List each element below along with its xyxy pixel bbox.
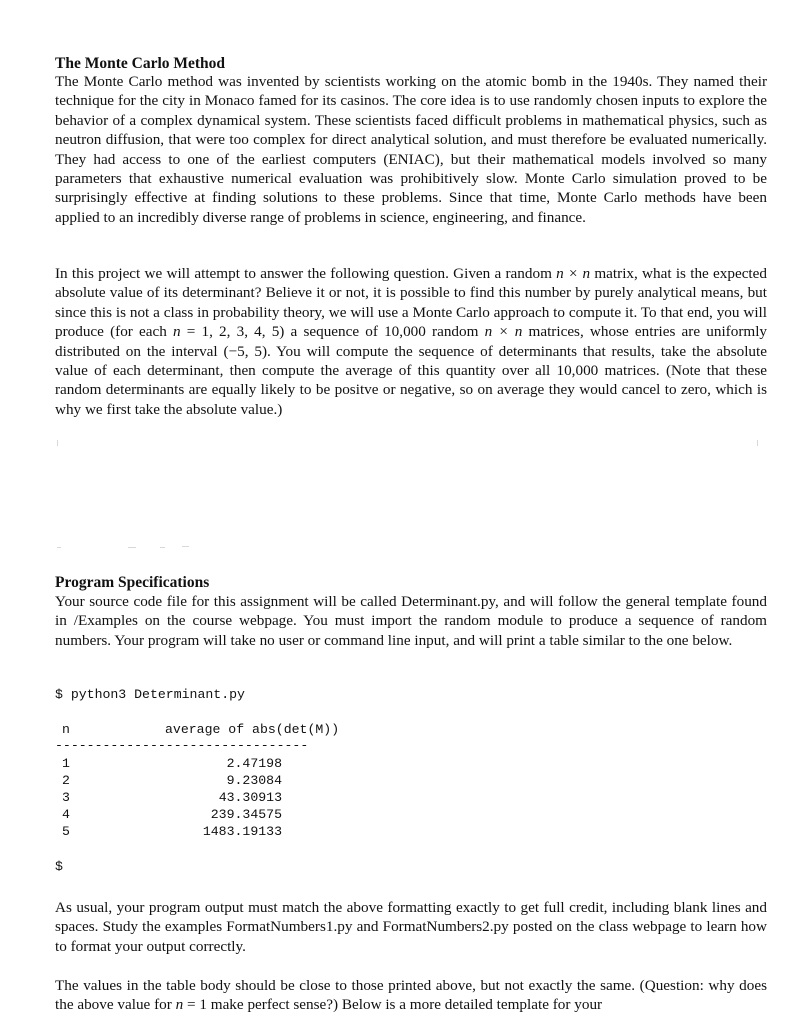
section-title-monte-carlo: The Monte Carlo Method	[55, 55, 226, 72]
scan-artifact	[160, 547, 165, 548]
cell-n: 3	[62, 790, 70, 805]
table-header-average: average of abs(det(M))	[165, 722, 340, 737]
output-table	[55, 755, 285, 840]
cell-value: 9.23084	[226, 773, 282, 788]
paragraph-program-specs: Your source code file for this assignment will be called Determinant.py, and will follow the general template found in /Examples on the course webpage. You must import the random module to produce a sequence of random numbers. Your program will take no user or command line input, and will print a table similar to the one below.	[55, 593, 767, 649]
paragraph-formatting-note: As usual, your program output must match the above formatting exactly to get full credit, including blank lines and spaces. Study the examples FormatNumbers1.py and FormatNumbers2.py posted on the class webpage to learn how to format your output correctly.	[55, 899, 767, 955]
cell-n: 2	[62, 773, 70, 788]
text-run: matrix, what is the expected absolute value of its determinant? Believe it or not, it is possible to find this number by purely analytical means, but since this is not a class in probability theory, we will use a Monte Carlo approach to compute it. To that end, you will produce (for each	[55, 265, 767, 341]
scan-artifact	[57, 440, 58, 446]
text-run: The values in the table body should be close to those printed above, but not exactly the same. (Question: why does the above value for	[55, 977, 767, 1014]
table-row	[55, 755, 285, 772]
math-n: n	[175, 996, 184, 1014]
table-row	[55, 806, 285, 823]
table-row	[55, 789, 285, 806]
section-title-program-specs: Program Specifications	[55, 574, 210, 591]
scan-artifact	[182, 546, 189, 547]
table-row	[55, 772, 285, 789]
cell-value: 239.34575	[210, 807, 282, 822]
cell-n: 4	[62, 807, 70, 822]
scan-artifact	[57, 547, 61, 548]
terminal-prompt: $	[55, 859, 63, 874]
text-run: = 1 make perfect sense?) Below is a more detailed template for your	[183, 996, 603, 1014]
scan-artifact	[128, 547, 136, 548]
terminal-command: $ python3 Determinant.py	[55, 687, 245, 702]
table-row	[55, 823, 285, 840]
scan-artifact	[757, 440, 758, 446]
cell-value: 1483.19133	[202, 824, 282, 839]
text-run: = 1, 2, 3, 4, 5) a sequence of 10,000 random	[180, 323, 485, 341]
cell-n: 1	[62, 756, 70, 771]
cell-value: 43.30913	[218, 790, 282, 805]
paragraph-values-note	[55, 976, 767, 1015]
cell-value: 2.47198	[226, 756, 282, 771]
math-n-by-n: n × n	[484, 323, 523, 341]
cell-n: 5	[62, 824, 70, 839]
text-run: matrices, whose entries are uniformly distributed on the interval (−5, 5). You will compute the sequence of determinants that results, take the absolute value of each determinant, then compute the average of this quantity over all 10,000 matrices. (Note that these random determinants are equally likely to be positve or negative, so on average they would cancel to zero, which is why we first take the absolute value.)	[55, 323, 768, 418]
text-run: In this project we will attempt to answer the following question. Given a random	[55, 265, 557, 282]
math-n: n	[173, 323, 181, 341]
paragraph-project-question	[55, 264, 767, 419]
table-rule: --------------------------------	[55, 738, 309, 753]
table-header-n: n	[62, 722, 70, 737]
math-n-by-n: n × n	[556, 265, 591, 282]
paragraph-monte-carlo-intro: The Monte Carlo method was invented by scientists working on the atomic bomb in the 1940s. They named their technique for the city in Monaco famed for its casinos. The core idea is to use randomly chosen inputs to explore the behavior of a complex dynamical system. These scientists faced difficult problems in mathematical physics, such as neutron diffusion, that were too complex for direct analytical solution, and must therefore be evaluated numerically. They had access to one of the earliest computers (ENIAC), but their mathematical models involved so many parameters that exhaustive numerical evaluation was prohibitively slow. Monte Carlo simulation proved to be surprisingly effective at finding solutions to these problems. Since that time, Monte Carlo methods have been applied to an incredibly diverse range of problems in science, engineering, and finance.	[55, 73, 767, 226]
